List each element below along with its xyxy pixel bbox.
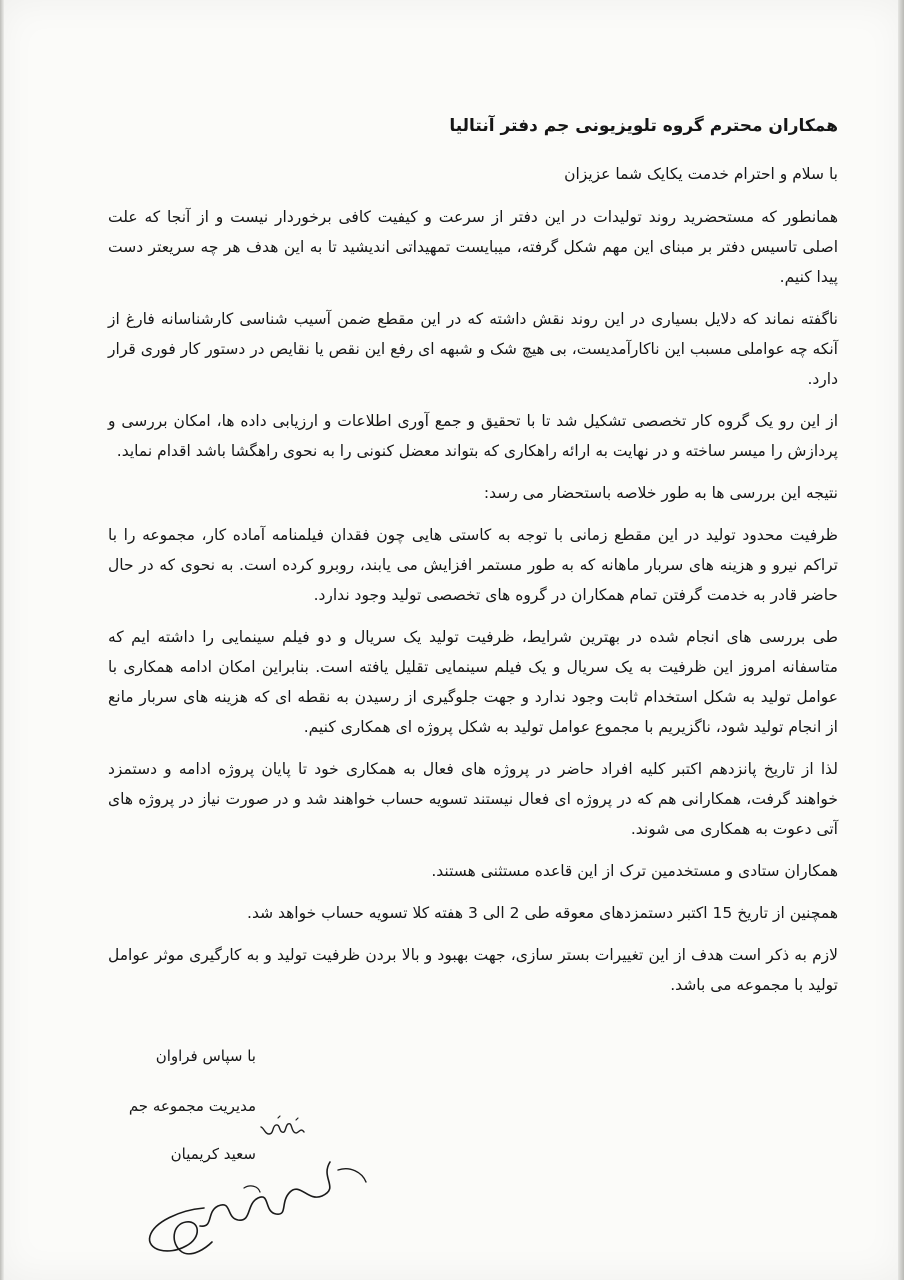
paragraph-reasons: ناگفته نماند که دلایل بسیاری در این روند نقش داشته که در این مقطع ضمن آسیب شناسی کارشناسانه فارغ از آنکه چه عواملی مسبب این ناکارآمدیست، بی هیچ شک و شبهه ای رفع این نقص یا نقایص در دستور کار فوری قرار دارد. — [108, 310, 838, 388]
closing-department: مدیریت مجموعه جم — [128, 1097, 256, 1115]
paragraph-goal: لازم به ذکر است هدف از این تغییرات بستر سازی، جهت بهبود و بالا بردن ظرفیت تولید و به کارگیری موثر عوامل تولید با مجموعه می باشد. — [108, 946, 838, 994]
signature-scribble — [140, 1148, 370, 1268]
handwritten-note — [258, 1112, 308, 1146]
paragraph-summary-lead: نتیجه این بررسی ها به طور خلاصه باستحضار می رسد: — [483, 484, 838, 502]
paragraph-exceptions: همکاران ستادی و مستخدمین ترک از این قاعده مستثنی هستند. — [431, 862, 838, 880]
paragraph-reviews: طی بررسی های انجام شده در بهترین شرایط، ظرفیت تولید یک سریال و دو فیلم سینمایی را داشته ایم که متاسفانه امروز این ظرفیت به یک سریال و یک فیلم سینمایی تقلیل یافته است. بنابراین امکان ادامه همکاری با عوامل تولید به شکل استخدام ثابت وجود ندارد و جهت جلوگیری از رسیدن به نقطه ای که هزینه های سربار مانع از انجام تولید شود، ناگزیریم با مجموع عوامل تولید به شکل پروژه ای همکاری کنیم. — [108, 628, 838, 736]
paper-edge-right — [898, 0, 904, 1280]
paragraph-capacity: ظرفیت محدود تولید در این مقطع زمانی با توجه به کاستی هایی چون فقدان فیلمنامه آماده کار، مجموعه را با تراکم نیرو و هزینه های سربار ماهانه که به طور مستمر افزایش می یابند، روبرو کرده است. به نحوی که در حال حاضر قادر به خدمت گرفتن تمام همکاران در گروه های تخصصی تولید وجود ندارد. — [108, 526, 838, 604]
paragraph-wages: همچنین از تاریخ 15 اکتبر دستمزدهای معوقه طی 2 الی 3 هفته کلا تسویه حساب خواهد شد. — [247, 904, 838, 922]
paragraph-working-group: از این رو یک گروه کار تخصصی تشکیل شد تا با تحقیق و جمع آوری اطلاعات و ارزیابی داده ها، امکان بررسی و پردازش را میسر ساخته و در نهایت به ارائه راهکاری که بتواند معضل کنونی را به نحوی راهگشا باشد اقدام نماید. — [108, 412, 838, 460]
letter-greeting: با سلام و احترام خدمت یکایک شما عزیزان — [564, 165, 838, 183]
letter-body — [108, 112, 838, 1012]
paper-edge-left — [0, 0, 4, 1280]
closing-thanks: با سپاس فراوان — [155, 1047, 256, 1065]
closing-name: سعید کریمیان — [170, 1145, 256, 1163]
paragraph-intro: همانطور که مستحضرید روند تولیدات در این دفتر از سرعت و کیفیت کافی برخوردار نیست و از آنجا که علت اصلی تاسیس دفتر بر مبنای این مهم شکل گرفته، میبایست تمهیداتی اندیشید تا به این هدف هر چه سریعتر دست پیدا کنیم. — [108, 208, 838, 286]
paragraph-october: لذا از تاریخ پانزدهم اکتبر کلیه افراد حاضر در پروژه های فعال به همکاری خود تا پایان پروژه ادامه و دستمزد خواهند گرفت، همکارانی هم که در پروژه ای فعال نیستند تسویه حساب خواهند شد و در صورت نیاز در پروژه های آتی دعوت به همکاری می شوند. — [108, 760, 838, 838]
letter-title: همکاران محترم گروه تلویزیونی جم دفتر آنتالیا — [449, 116, 838, 136]
